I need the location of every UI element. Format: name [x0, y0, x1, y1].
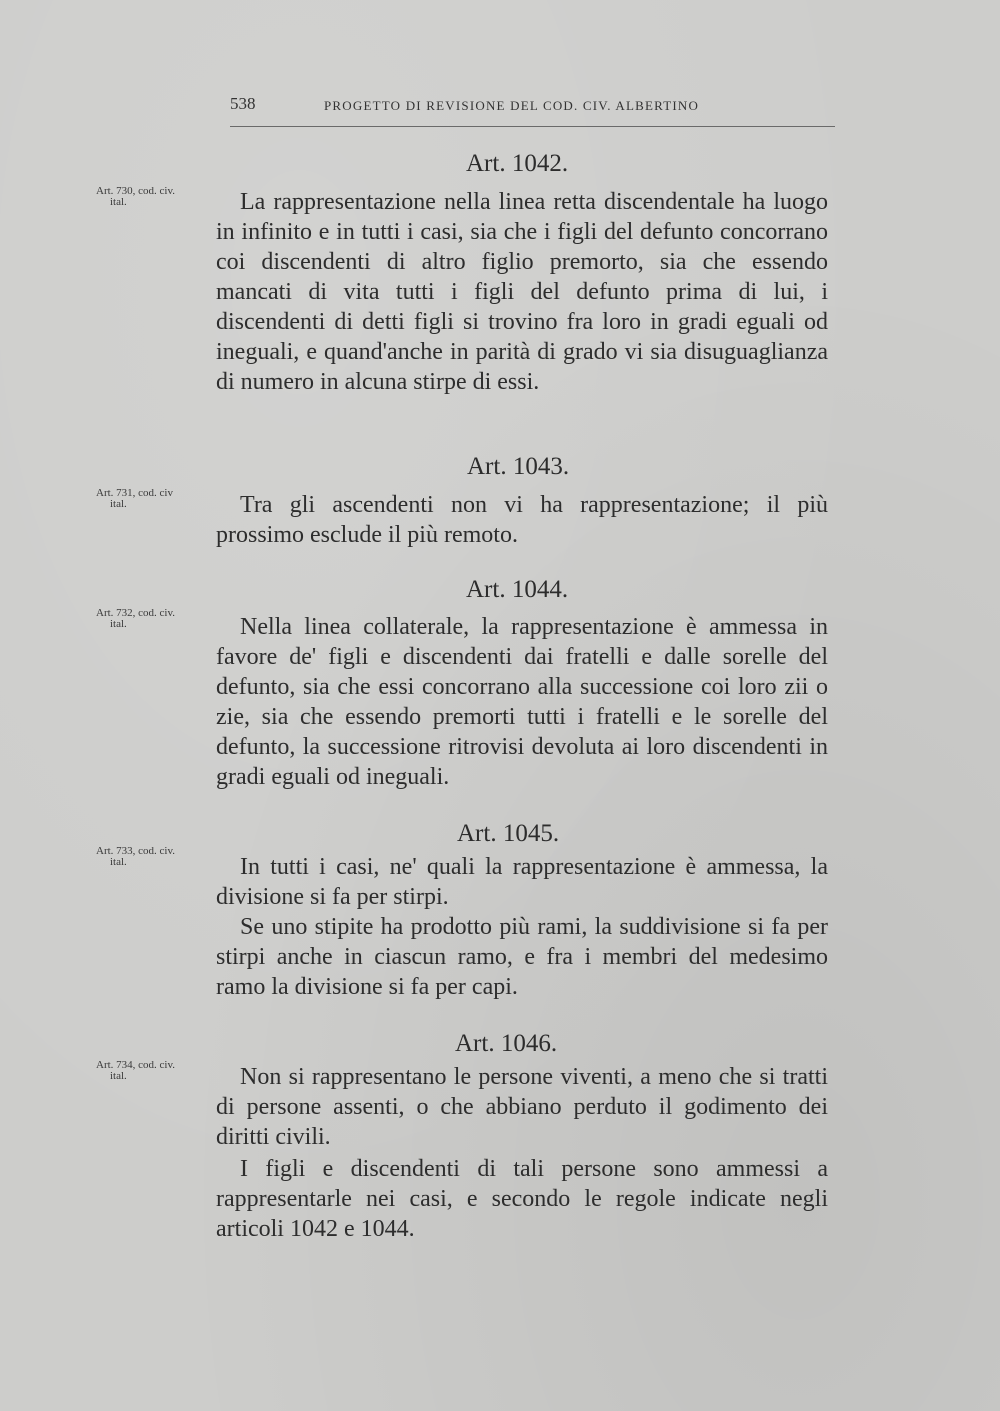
- margin-note-reference: Art. 732, cod. civ.: [96, 607, 176, 619]
- margin-note: [96, 1060, 214, 1082]
- margin-note: [96, 488, 214, 510]
- margin-note-suffix: ital.: [110, 498, 127, 510]
- margin-note-suffix: ital.: [110, 196, 127, 208]
- article-heading: Art. 1044.: [466, 576, 569, 603]
- margin-note-reference: Art. 731, cod. civ: [96, 487, 173, 499]
- margin-note: [96, 186, 214, 208]
- article-paragraph: In tutti i casi, ne' quali la rappresentazione è ammessa, la divisione si fa per stirpi.: [216, 854, 828, 910]
- article-heading: Art. 1045.: [457, 820, 560, 847]
- article-heading: Art. 1043.: [467, 453, 570, 480]
- margin-note-suffix: ital.: [110, 618, 127, 630]
- margin-note-reference: Art. 734, cod. civ.: [96, 1059, 176, 1071]
- page-header: [230, 92, 835, 127]
- running-title: PROGETTO DI REVISIONE DEL COD. CIV. ALBERTINO: [324, 98, 700, 113]
- article-heading: Art. 1042.: [466, 150, 569, 177]
- margin-note-suffix: ital.: [110, 1070, 127, 1082]
- margin-note-reference: Art. 733, cod. civ.: [96, 845, 176, 857]
- article-paragraph: Non si rappresentano le persone viventi, a meno che si tratti di persone assenti, o che abbiano perduto il godimento dei diritti civili.: [216, 1064, 828, 1150]
- article-paragraph: La rappresentazione nella linea retta discendentale ha luogo in infinito e in tutti i casi, sia che i figli del defunto concorrano coi discendenti di altro figlio premorto, sia che essendo mancati di vita tutti i figli del defunto prima di lui, i discendenti di detti figli si trovino fra loro in gradi eguali od ineguali, e quand'anche in parità di grado vi sia disuguaglianza di numero in alcuna stirpe di essi.: [216, 189, 828, 395]
- article-paragraph: Tra gli ascendenti non vi ha rappresentazione; il più prossimo esclude il più remoto.: [216, 492, 828, 548]
- margin-note-suffix: ital.: [110, 856, 127, 868]
- article-heading: Art. 1046.: [455, 1030, 558, 1057]
- article-paragraph: Nella linea collaterale, la rappresentazione è ammessa in favore de' figli e discendenti dai fratelli e dalle sorelle del defunto, sia che essi concorrano alla successione coi loro zii o zie, sia che essendo premorti tutti i fratelli e le sorelle del defunto, la successione ritrovisi devoluta ai loro discendenti in gradi eguali od ineguali.: [216, 614, 828, 790]
- margin-note-reference: Art. 730, cod. civ.: [96, 185, 176, 197]
- margin-note: [96, 846, 214, 868]
- page-number: 538: [230, 94, 256, 113]
- article-paragraph: I figli e discendenti di tali persone sono ammessi a rappresentarle nei casi, e secondo le regole indicate negli articoli 1042 e 1044.: [216, 1156, 828, 1242]
- article-paragraph: Se uno stipite ha prodotto più rami, la suddivisione si fa per stirpi anche in ciascun ramo, e fra i membri del medesimo ramo la divisione si fa per capi.: [216, 914, 828, 1000]
- margin-note: [96, 608, 214, 630]
